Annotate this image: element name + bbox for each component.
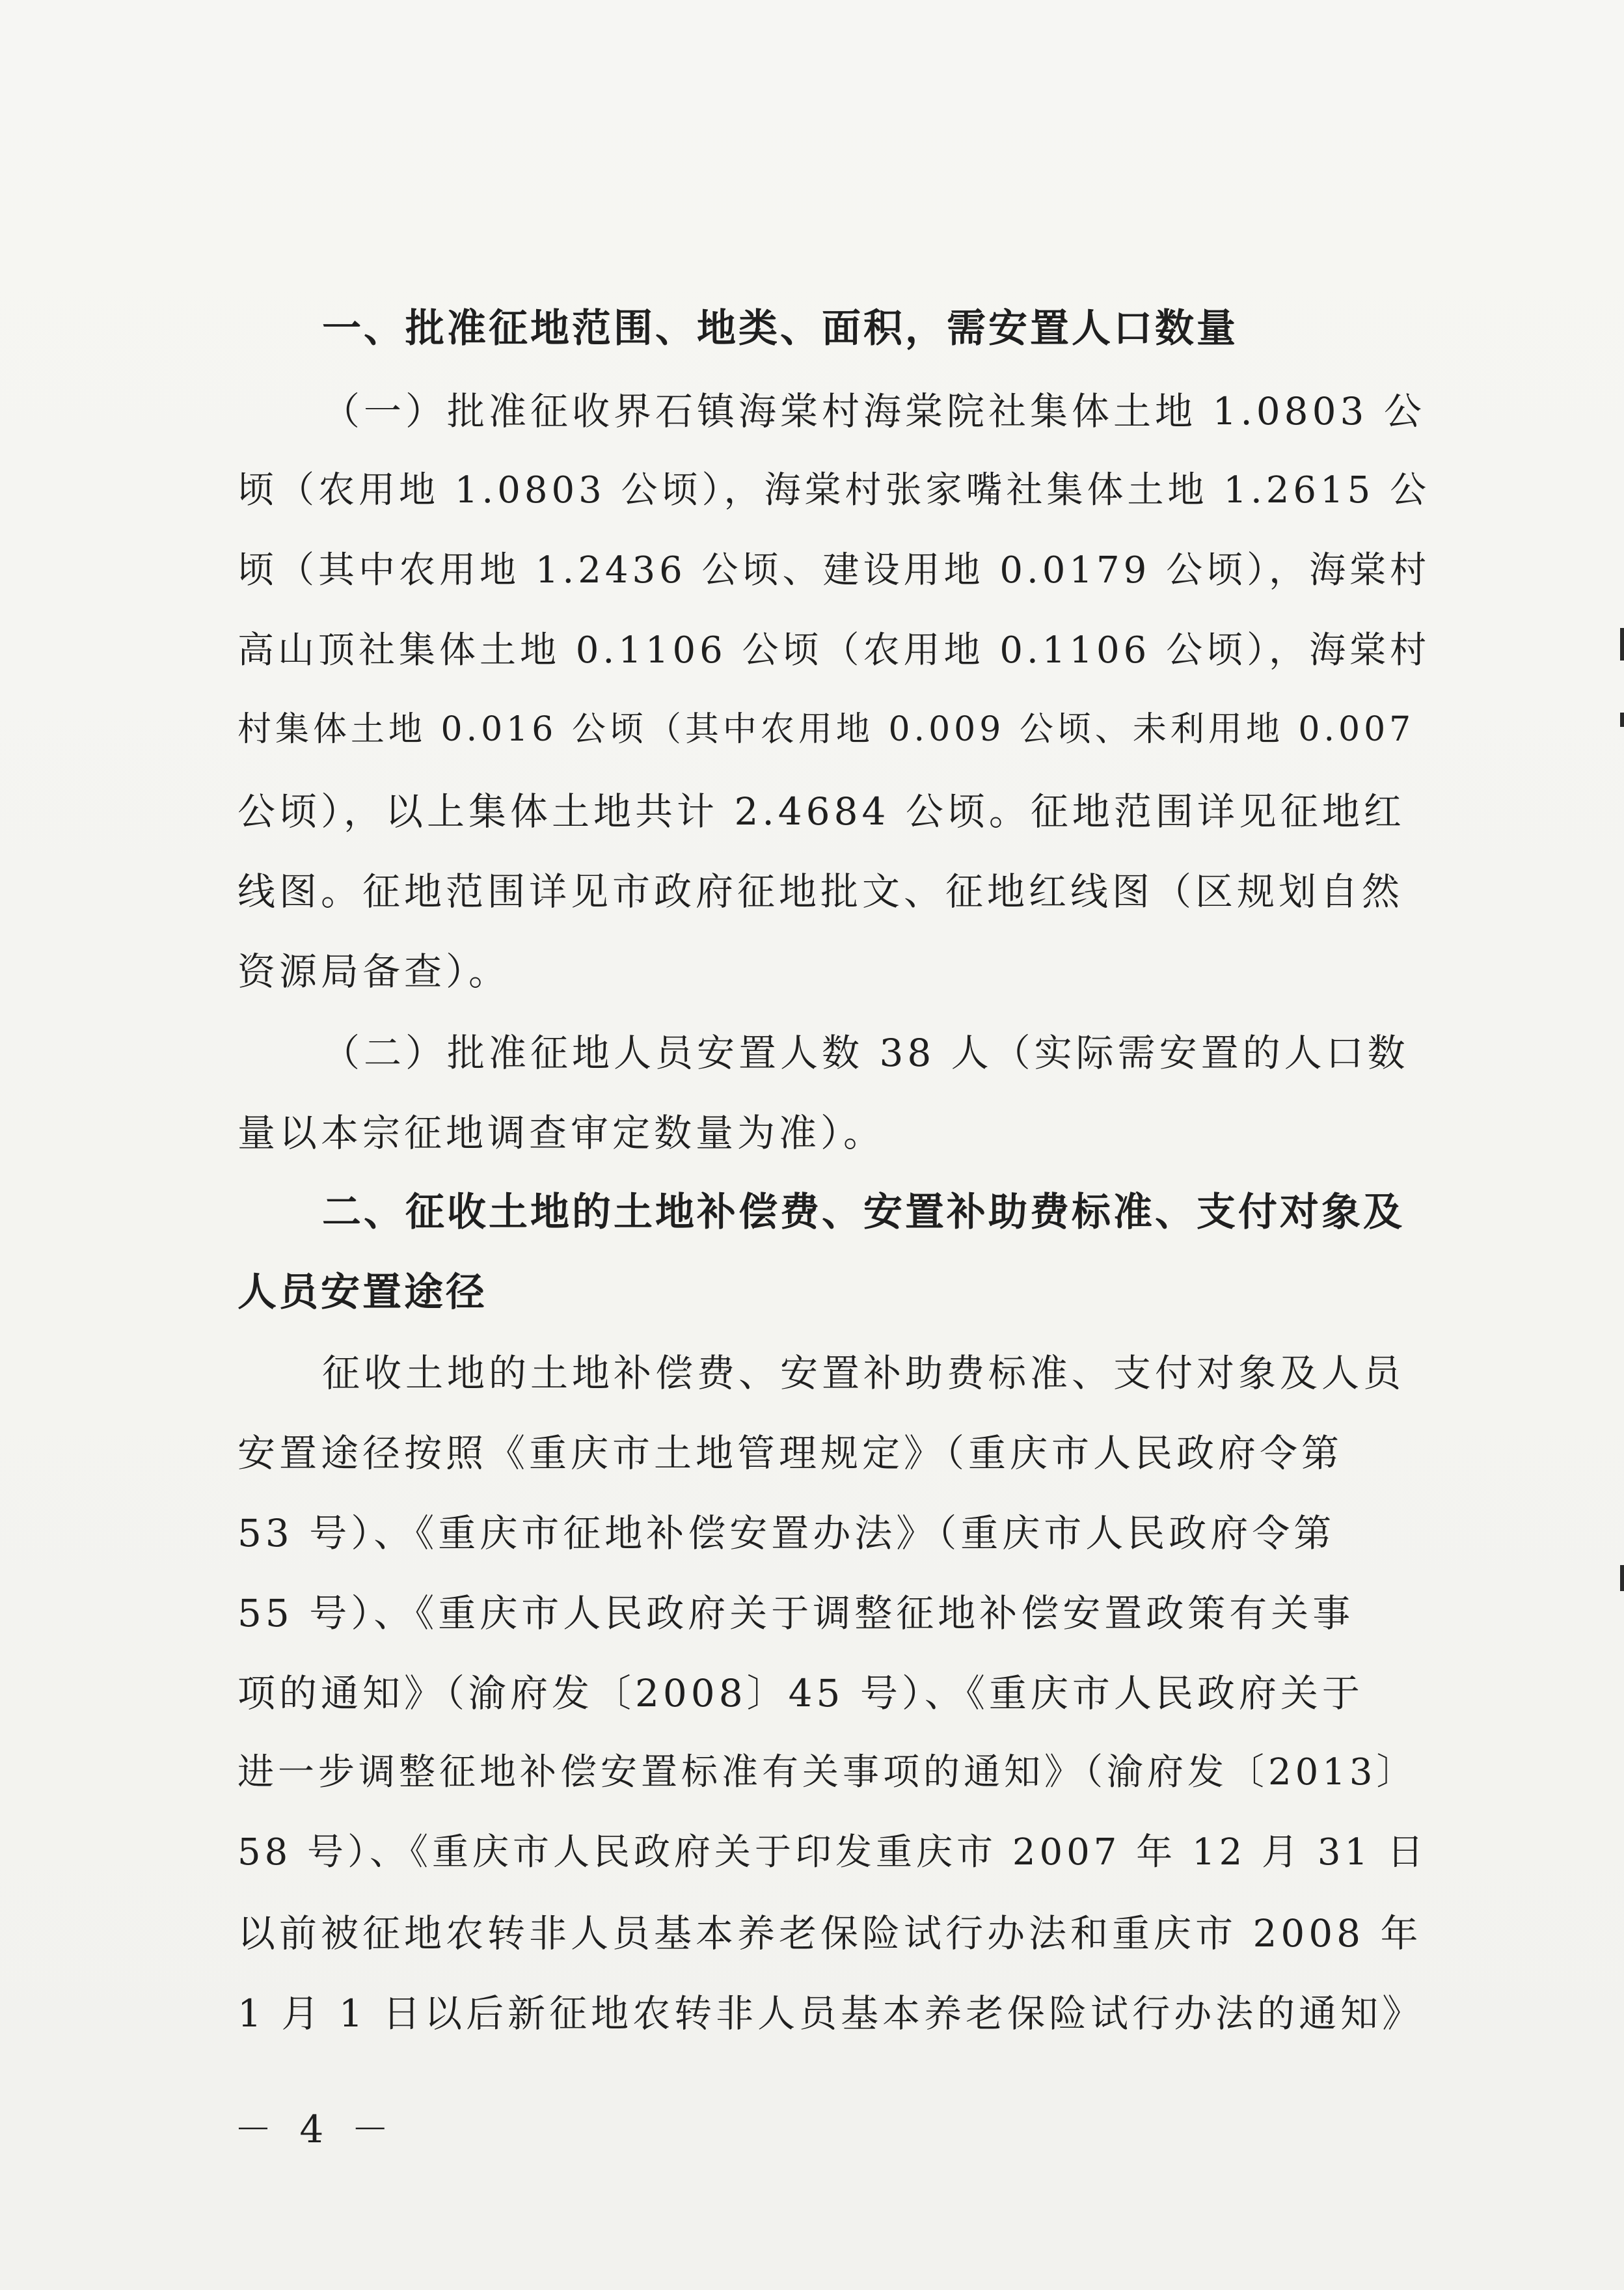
- paragraph-line: 1 月 1 日以后新征地农转非人员基本养老保险试行办法的通知》: [237, 1991, 1424, 2036]
- paragraph-line: 高山顶社集体土地 0.1106 公顷（农用地 0.1106 公顷），海棠村: [237, 629, 1431, 672]
- paragraph-line: 以前被征地农转非人员基本养老保险试行办法和重庆市 2008 年: [237, 1911, 1422, 1956]
- scan-edge-mark: [1620, 713, 1624, 727]
- paragraph-line: 公顷），以上集体土地共计 2.4684 公顷。征地范围详见征地红: [237, 789, 1405, 834]
- paragraph-line: 53 号）、《重庆市征地补偿安置办法》（重庆市人民政府令第: [237, 1511, 1336, 1555]
- paragraph-line: （二）批准征地人员安置人数 38 人（实际需安置的人口数: [322, 1031, 1409, 1075]
- paragraph-line: 资源局备查）。: [237, 949, 511, 994]
- paragraph-line: 顷（其中农用地 1.2436 公顷、建设用地 0.0179 公顷），海棠村: [237, 549, 1431, 592]
- paragraph-line: 顷（农用地 1.0803 公顷），海棠村张家嘴社集体土地 1.2615 公: [237, 469, 1431, 511]
- section-heading-1: 一、批准征地范围、地类、面积，需安置人口数量: [322, 306, 1238, 351]
- paragraph-line: 量以本宗征地调查审定数量为准）。: [237, 1111, 886, 1155]
- section-heading-2: 二、征收土地的土地补偿费、安置补助费标准、支付对象及: [322, 1190, 1405, 1235]
- paragraph-line: 征收土地的土地补偿费、安置补助费标准、支付对象及人员: [322, 1351, 1405, 1395]
- paragraph-line: 村集体土地 0.016 公顷（其中农用地 0.009 公顷、未利用地 0.007: [237, 710, 1415, 749]
- paragraph-line: 58 号）、《重庆市人民政府关于印发重庆市 2007 年 12 月 31 日: [237, 1831, 1428, 1874]
- scan-edge-mark: [1620, 628, 1624, 661]
- scan-edge-mark: [1620, 1565, 1624, 1591]
- paragraph-line: 55 号）、《重庆市人民政府关于调整征地补偿安置政策有关事: [237, 1591, 1355, 1635]
- paragraph-line: 线图。征地范围详见市政府征地批文、征地红线图（区规划自然: [237, 869, 1404, 914]
- section-heading-2: 人员安置途径: [237, 1270, 487, 1315]
- paragraph-line: 进一步调整征地补偿安置标准有关事项的通知》（渝府发〔2013〕: [237, 1751, 1417, 1793]
- paragraph-line: （一）批准征收界石镇海棠村海棠院社集体土地 1.0803 公: [322, 389, 1426, 433]
- page-number: － 4 －: [234, 2107, 397, 2151]
- paragraph-line: 安置途径按照《重庆市土地管理规定》（重庆市人民政府令第: [237, 1431, 1344, 1475]
- paragraph-line: 项的通知》（渝府发〔2008〕45 号）、《重庆市人民政府关于: [237, 1671, 1364, 1715]
